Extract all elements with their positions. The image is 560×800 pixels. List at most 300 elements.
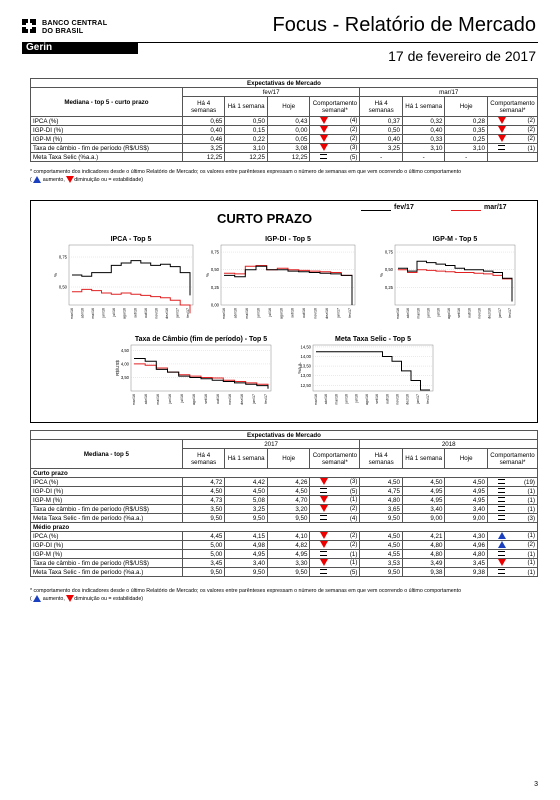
trend-cell: (2) bbox=[310, 135, 360, 144]
charts-section-title: CURTO PRAZO bbox=[217, 211, 313, 226]
logo-line1: BANCO CENTRAL bbox=[42, 18, 108, 27]
x-tick-label: nov/16 bbox=[313, 308, 318, 319]
decrease-icon bbox=[320, 126, 328, 133]
decrease-icon bbox=[320, 496, 328, 503]
value-cell: 4,55 bbox=[360, 550, 403, 559]
value-cell: 4,75 bbox=[360, 487, 403, 496]
value-cell: 4,95 bbox=[445, 487, 488, 496]
value-cell: 3,45 bbox=[445, 559, 488, 568]
table-title: Expectativas de Mercado bbox=[31, 79, 538, 88]
column-header: Comportamento semanal* bbox=[487, 449, 537, 469]
x-tick-label: jun/16 bbox=[426, 308, 431, 318]
value-cell: 3,20 bbox=[267, 505, 310, 514]
stable-icon bbox=[498, 145, 505, 150]
trend-cell: (2) bbox=[487, 135, 537, 144]
increase-icon bbox=[33, 595, 41, 602]
table-row bbox=[31, 532, 538, 541]
trend-cell: (1) bbox=[310, 550, 360, 559]
value-cell: 0,22 bbox=[225, 135, 268, 144]
x-tick-label: ago/16 bbox=[364, 394, 369, 405]
x-tick-label: out/16 bbox=[143, 308, 148, 318]
trend-cell: (1) bbox=[487, 505, 537, 514]
value-cell: 0,40 bbox=[360, 135, 403, 144]
value-cell: 9,38 bbox=[402, 568, 445, 577]
series-fev-line bbox=[316, 352, 430, 390]
table-row bbox=[31, 568, 538, 577]
x-tick-label: jun/16 bbox=[101, 308, 106, 318]
row-label: IPCA (%) bbox=[31, 117, 183, 126]
row-label: Meta Taxa Selic - fim de período (%a.a.) bbox=[31, 514, 183, 523]
x-tick-label: abr/16 bbox=[233, 308, 238, 319]
stable-icon bbox=[498, 479, 505, 484]
value-cell: 0,33 bbox=[402, 135, 445, 144]
x-tick-label: jul/16 bbox=[436, 308, 441, 317]
x-tick-label: mai/16 bbox=[156, 394, 160, 405]
series-mar-line bbox=[72, 289, 190, 313]
value-cell: 9,50 bbox=[225, 568, 268, 577]
value-cell: 4,95 bbox=[445, 496, 488, 505]
table-row bbox=[31, 550, 538, 559]
y-tick-label: 0,75 bbox=[384, 249, 393, 255]
x-tick-label: mar/16 bbox=[132, 394, 136, 406]
trend-cell: (2) bbox=[310, 532, 360, 541]
table-row bbox=[31, 559, 538, 568]
chart-frame bbox=[69, 245, 193, 305]
value-cell: 3,40 bbox=[402, 505, 445, 514]
decrease-icon bbox=[320, 541, 328, 548]
y-tick-label: 0,25 bbox=[210, 284, 219, 290]
decrease-icon bbox=[320, 532, 328, 539]
row-header: Mediana - top 5 bbox=[31, 440, 183, 469]
stable-icon bbox=[320, 551, 327, 556]
x-tick-label: out/16 bbox=[216, 394, 220, 404]
value-cell: 4,30 bbox=[445, 532, 488, 541]
row-label: Taxa de câmbio - fim de período (R$/US$) bbox=[31, 559, 183, 568]
y-tick-label: 0,25 bbox=[384, 284, 393, 290]
header-rule bbox=[116, 42, 538, 43]
value-cell: 4,50 bbox=[360, 478, 403, 487]
y-axis-label: % bbox=[53, 272, 58, 278]
column-header: Hoje bbox=[267, 449, 310, 469]
y-tick-label: 14,00 bbox=[300, 354, 311, 359]
value-cell: 4,80 bbox=[445, 550, 488, 559]
y-axis-label: % bbox=[379, 272, 384, 278]
trend-cell: (1) bbox=[487, 496, 537, 505]
value-cell: 4,15 bbox=[225, 532, 268, 541]
chart-title: IGP-M - Top 5 bbox=[432, 236, 478, 243]
short-term-charts bbox=[30, 200, 538, 423]
value-cell: 4,50 bbox=[360, 541, 403, 550]
x-tick-label: set/16 bbox=[375, 394, 380, 404]
table2-note: * comportamento dos indicadores desde o último Relatório de Mercado; os valores entre parênteses expressam o número de semanas em que vem ocorrendo o último comportamento ( aumento, diminuição ou = estabilidade) bbox=[30, 588, 462, 602]
table-row bbox=[31, 135, 538, 144]
legend-mar-label: mar/17 bbox=[484, 204, 507, 211]
bcb-logo-icon bbox=[22, 19, 38, 33]
value-cell: 0,40 bbox=[182, 126, 225, 135]
period-header: 2018 bbox=[360, 440, 538, 449]
value-cell: 4,21 bbox=[402, 532, 445, 541]
x-tick-label: jul/16 bbox=[112, 308, 117, 317]
stable-icon bbox=[498, 551, 505, 556]
column-header: Há 1 semana bbox=[402, 97, 445, 117]
table-row bbox=[31, 541, 538, 550]
value-cell: 4,95 bbox=[225, 550, 268, 559]
value-cell: 0,43 bbox=[267, 117, 310, 126]
section-header: Médio prazo bbox=[31, 523, 538, 532]
value-cell: 4,80 bbox=[402, 541, 445, 550]
stable-icon bbox=[498, 488, 505, 493]
increase-icon bbox=[33, 176, 41, 183]
trend-cell: (1) bbox=[487, 144, 537, 153]
chart-title: Taxa de Câmbio (fim de período) - Top 5 bbox=[134, 336, 268, 343]
trend-cell: (5) bbox=[310, 487, 360, 496]
stable-icon bbox=[320, 154, 327, 159]
value-cell: 12,25 bbox=[182, 153, 225, 162]
trend-cell: (1) bbox=[487, 550, 537, 559]
x-tick-label: mai/16 bbox=[416, 308, 421, 319]
row-header: Mediana - top 5 - curto prazo bbox=[31, 88, 183, 117]
x-tick-label: mar/16 bbox=[396, 308, 400, 320]
row-label: IGP-DI (%) bbox=[31, 487, 183, 496]
legend-fev-label: fev/17 bbox=[394, 204, 414, 211]
value-cell: 5,00 bbox=[182, 550, 225, 559]
column-header: Comportamento semanal* bbox=[310, 449, 360, 469]
value-cell: 0,00 bbox=[267, 126, 310, 135]
legend-mar-line bbox=[451, 210, 481, 211]
stable-icon bbox=[320, 488, 327, 493]
series-mar-line bbox=[224, 266, 352, 281]
value-cell: 3,25 bbox=[360, 144, 403, 153]
column-header: Há 4 semanas bbox=[360, 97, 403, 117]
value-cell: 3,25 bbox=[225, 505, 268, 514]
table-row bbox=[31, 478, 538, 487]
column-header: Comportamento semanal* bbox=[487, 97, 537, 117]
value-cell: 3,10 bbox=[225, 144, 268, 153]
x-tick-label: out/16 bbox=[302, 308, 307, 318]
trend-cell: (3) bbox=[310, 144, 360, 153]
chart-title: Meta Taxa Selic - Top 5 bbox=[335, 336, 411, 343]
table-row bbox=[31, 505, 538, 514]
decrease-icon bbox=[320, 117, 328, 124]
column-header: Há 1 semana bbox=[225, 449, 268, 469]
x-tick-label: jan/17 bbox=[252, 394, 256, 404]
trend-cell: (2) bbox=[310, 505, 360, 514]
value-cell: 3,08 bbox=[267, 144, 310, 153]
column-header: Hoje bbox=[445, 97, 488, 117]
series-fev-line bbox=[398, 261, 512, 301]
column-header: Há 4 semanas bbox=[182, 97, 225, 117]
table-row bbox=[31, 496, 538, 505]
report-date: 17 de fevereiro de 2017 bbox=[388, 48, 536, 64]
value-cell: 3,40 bbox=[445, 505, 488, 514]
x-tick-label: ago/16 bbox=[446, 308, 451, 319]
y-tick-label: 0,50 bbox=[384, 267, 393, 273]
value-cell: 0,35 bbox=[445, 126, 488, 135]
increase-icon bbox=[498, 532, 506, 539]
decrease-icon bbox=[498, 126, 506, 133]
row-label: IGP-M (%) bbox=[31, 550, 183, 559]
value-cell: 0,40 bbox=[402, 126, 445, 135]
x-tick-label: jun/16 bbox=[344, 394, 349, 404]
value-cell: 0,37 bbox=[360, 117, 403, 126]
table-row bbox=[31, 514, 538, 523]
value-cell: 0,15 bbox=[225, 126, 268, 135]
period-header: mar/17 bbox=[360, 88, 538, 97]
x-tick-label: abr/16 bbox=[406, 308, 411, 319]
x-tick-label: fev/17 bbox=[264, 394, 268, 404]
value-cell: 4,42 bbox=[225, 478, 268, 487]
table-row bbox=[31, 117, 538, 126]
trend-cell: (4) bbox=[310, 117, 360, 126]
y-axis-label: %a.a. bbox=[297, 362, 302, 374]
x-tick-label: jul/16 bbox=[267, 308, 272, 317]
value-cell: 4,80 bbox=[360, 496, 403, 505]
row-label: IPCA (%) bbox=[31, 532, 183, 541]
value-cell: 9,50 bbox=[360, 514, 403, 523]
row-label: Meta Taxa Selic - fim de período (%a.a.) bbox=[31, 568, 183, 577]
period-header: 2017 bbox=[182, 440, 360, 449]
x-tick-label: set/16 bbox=[290, 308, 295, 318]
report-header bbox=[22, 14, 538, 74]
column-header: Há 4 semanas bbox=[360, 449, 403, 469]
table-title: Expectativas de Mercado bbox=[31, 431, 538, 440]
value-cell: 4,26 bbox=[267, 478, 310, 487]
value-cell: 0,28 bbox=[445, 117, 488, 126]
stable-icon bbox=[320, 515, 327, 520]
value-cell: 9,50 bbox=[267, 514, 310, 523]
charts-canvas bbox=[31, 223, 537, 423]
value-cell: - bbox=[445, 153, 488, 162]
value-cell: 3,40 bbox=[225, 559, 268, 568]
value-cell: 4,50 bbox=[445, 478, 488, 487]
y-tick-label: 0,75 bbox=[58, 254, 67, 260]
trend-cell: (3) bbox=[310, 478, 360, 487]
x-tick-label: jan/17 bbox=[497, 308, 502, 318]
decrease-icon bbox=[320, 559, 328, 566]
series-fev-line bbox=[134, 359, 268, 389]
value-cell: 3,45 bbox=[182, 559, 225, 568]
value-cell: 3,49 bbox=[402, 559, 445, 568]
column-header: Há 1 semana bbox=[225, 97, 268, 117]
value-cell: 4,10 bbox=[267, 532, 310, 541]
value-cell: 0,32 bbox=[402, 117, 445, 126]
legend-fev-line bbox=[361, 210, 391, 211]
section-header: Curto prazo bbox=[31, 469, 538, 478]
trend-cell: (2) bbox=[310, 541, 360, 550]
value-cell: 5,08 bbox=[225, 496, 268, 505]
stable-icon bbox=[320, 569, 327, 574]
y-tick-label: 0,75 bbox=[210, 249, 219, 255]
logo-unit: Gerin bbox=[22, 42, 138, 54]
value-cell: 0,50 bbox=[360, 126, 403, 135]
trend-cell: (1) bbox=[310, 496, 360, 505]
y-tick-label: 3,50 bbox=[120, 374, 129, 380]
value-cell: 4,73 bbox=[182, 496, 225, 505]
value-cell: 9,50 bbox=[360, 568, 403, 577]
trend-cell: (5) bbox=[310, 153, 360, 162]
trend-cell: (4) bbox=[310, 514, 360, 523]
x-tick-label: dez/16 bbox=[405, 394, 410, 405]
trend-cell: (1) bbox=[487, 532, 537, 541]
trend-cell: (3) bbox=[487, 514, 537, 523]
x-tick-label: mai/16 bbox=[334, 394, 339, 405]
stable-icon bbox=[498, 497, 505, 502]
decrease-icon bbox=[498, 135, 506, 142]
value-cell: 0,65 bbox=[182, 117, 225, 126]
trend-cell: (2) bbox=[487, 541, 537, 550]
x-tick-label: nov/16 bbox=[228, 394, 232, 405]
value-cell: 4,98 bbox=[225, 541, 268, 550]
value-cell: - bbox=[402, 153, 445, 162]
column-header: Comportamento semanal* bbox=[310, 97, 360, 117]
decrease-icon bbox=[498, 559, 506, 566]
x-tick-label: jan/17 bbox=[336, 308, 341, 318]
decrease-icon bbox=[320, 135, 328, 142]
y-tick-label: 4,00 bbox=[120, 361, 129, 367]
table-row bbox=[31, 126, 538, 135]
trend-cell: (2) bbox=[310, 126, 360, 135]
value-cell: 3,53 bbox=[360, 559, 403, 568]
value-cell: 0,50 bbox=[225, 117, 268, 126]
value-cell: 9,50 bbox=[267, 568, 310, 577]
x-tick-label: out/16 bbox=[385, 394, 390, 404]
y-axis-label: % bbox=[205, 272, 210, 278]
column-header: Há 4 semanas bbox=[182, 449, 225, 469]
y-tick-label: 0,00 bbox=[210, 302, 219, 308]
row-label: Taxa de câmbio - fim de período (R$/US$) bbox=[31, 144, 183, 153]
value-cell: 0,25 bbox=[445, 135, 488, 144]
x-tick-label: mai/16 bbox=[91, 308, 96, 319]
x-tick-label: mar/16 bbox=[70, 308, 74, 320]
x-tick-label: fev/17 bbox=[508, 308, 512, 318]
trend-cell: (1) bbox=[487, 487, 537, 496]
trend-cell: (5) bbox=[310, 568, 360, 577]
value-cell: 4,50 bbox=[267, 487, 310, 496]
table-row bbox=[31, 153, 538, 162]
x-tick-label: ago/16 bbox=[192, 394, 196, 405]
x-tick-label: dez/16 bbox=[487, 308, 492, 319]
x-tick-label: dez/16 bbox=[325, 308, 330, 319]
x-tick-label: abr/16 bbox=[324, 394, 329, 405]
x-tick-label: jan/17 bbox=[175, 308, 180, 318]
value-cell: 4,95 bbox=[267, 550, 310, 559]
page-number: 3 bbox=[534, 781, 538, 788]
value-cell: 4,70 bbox=[267, 496, 310, 505]
trend-cell: (2) bbox=[487, 126, 537, 135]
series-fev-line bbox=[72, 261, 190, 296]
value-cell: 3,50 bbox=[182, 505, 225, 514]
value-cell: 9,50 bbox=[182, 514, 225, 523]
stable-icon bbox=[498, 506, 505, 511]
x-tick-label: jul/16 bbox=[180, 394, 184, 403]
value-cell: 3,30 bbox=[267, 559, 310, 568]
stable-icon bbox=[498, 569, 505, 574]
row-label: IGP-M (%) bbox=[31, 135, 183, 144]
expectations-table-short bbox=[30, 78, 538, 162]
decrease-icon bbox=[320, 144, 328, 151]
value-cell: 4,96 bbox=[445, 541, 488, 550]
trend-cell: (2) bbox=[487, 117, 537, 126]
value-cell: 9,50 bbox=[225, 514, 268, 523]
x-tick-label: ago/16 bbox=[122, 308, 127, 319]
y-axis-label: R$/US$ bbox=[115, 360, 120, 376]
decrease-icon bbox=[66, 595, 74, 602]
x-tick-label: jun/16 bbox=[168, 394, 172, 404]
table1-note: * comportamento dos indicadores desde o último Relatório de Mercado; os valores entre parênteses expressam o número de semanas em que vem ocorrendo o último comportamento ( aumento, diminuição ou = estabilidade) bbox=[30, 169, 462, 183]
x-tick-label: jan/17 bbox=[415, 394, 420, 404]
trend-cell: (1) bbox=[310, 559, 360, 568]
value-cell: 3,10 bbox=[402, 144, 445, 153]
trend-cell bbox=[487, 153, 537, 162]
value-cell: 0,46 bbox=[182, 135, 225, 144]
value-cell: 4,82 bbox=[267, 541, 310, 550]
x-tick-label: set/16 bbox=[457, 308, 462, 318]
value-cell: 3,65 bbox=[360, 505, 403, 514]
x-tick-label: nov/16 bbox=[154, 308, 159, 319]
decrease-icon bbox=[320, 478, 328, 485]
row-label: IPCA (%) bbox=[31, 478, 183, 487]
value-cell: - bbox=[360, 153, 403, 162]
table-row bbox=[31, 487, 538, 496]
column-header: Hoje bbox=[445, 449, 488, 469]
x-tick-label: set/16 bbox=[133, 308, 138, 318]
x-tick-label: out/16 bbox=[467, 308, 472, 318]
y-tick-label: 0,50 bbox=[210, 267, 219, 273]
row-label: IGP-M (%) bbox=[31, 496, 183, 505]
chart-title: IPCA - Top 5 bbox=[110, 236, 152, 243]
value-cell: 5,00 bbox=[182, 541, 225, 550]
decrease-icon bbox=[320, 505, 328, 512]
x-tick-label: mar/16 bbox=[222, 308, 226, 320]
value-cell: 9,38 bbox=[445, 568, 488, 577]
x-tick-label: nov/16 bbox=[477, 308, 482, 319]
value-cell: 4,50 bbox=[360, 532, 403, 541]
value-cell: 4,50 bbox=[402, 478, 445, 487]
x-tick-label: jul/16 bbox=[354, 394, 359, 403]
stable-icon bbox=[498, 515, 505, 520]
value-cell: 12,25 bbox=[267, 153, 310, 162]
value-cell: 4,95 bbox=[402, 487, 445, 496]
value-cell: 4,72 bbox=[182, 478, 225, 487]
logo-line2: DO BRASIL bbox=[42, 26, 84, 35]
x-tick-label: mai/16 bbox=[244, 308, 249, 319]
y-tick-label: 14,50 bbox=[300, 344, 311, 350]
chart-title: IGP-DI - Top 5 bbox=[265, 236, 311, 243]
expectations-table-annual bbox=[30, 430, 538, 577]
period-header: fev/17 bbox=[182, 88, 360, 97]
column-header: Hoje bbox=[267, 97, 310, 117]
value-cell: 4,50 bbox=[182, 487, 225, 496]
row-label: IGP-DI (%) bbox=[31, 541, 183, 550]
x-tick-label: fev/17 bbox=[348, 308, 352, 318]
increase-icon bbox=[498, 541, 506, 548]
y-tick-label: 12,50 bbox=[300, 382, 311, 388]
x-tick-label: abr/16 bbox=[144, 394, 148, 405]
y-tick-label: 13,00 bbox=[300, 373, 311, 379]
value-cell: 3,25 bbox=[182, 144, 225, 153]
x-tick-label: set/16 bbox=[204, 394, 208, 404]
value-cell: 9,00 bbox=[402, 514, 445, 523]
value-cell: 9,50 bbox=[182, 568, 225, 577]
trend-cell: (1) bbox=[487, 559, 537, 568]
x-tick-label: nov/16 bbox=[395, 394, 400, 405]
value-cell: 4,80 bbox=[402, 550, 445, 559]
value-cell: 4,95 bbox=[402, 496, 445, 505]
x-tick-label: abr/16 bbox=[80, 308, 85, 319]
row-label: IGP-DI (%) bbox=[31, 126, 183, 135]
decrease-icon bbox=[66, 176, 74, 183]
y-tick-label: 13,50 bbox=[300, 363, 311, 369]
